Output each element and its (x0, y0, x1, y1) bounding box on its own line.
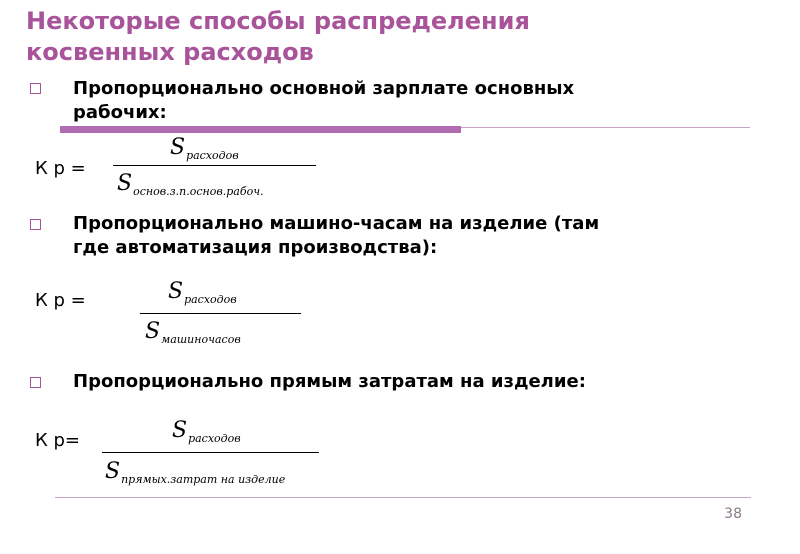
bullet-square-icon (30, 83, 41, 94)
formula-3-num-subscript: расходов (188, 432, 241, 445)
accent-divider-bar (60, 126, 461, 133)
formula-1-den-symbol: S (117, 171, 133, 196)
formula-2-num-subscript: расходов (184, 293, 237, 306)
formula-2-den-symbol: S (145, 319, 161, 344)
formula-1-num-symbol: S (170, 135, 186, 160)
formula-3-den-symbol: S (105, 459, 121, 484)
formula-1-num-subscript: расходов (186, 149, 239, 162)
formula-3-fraction-bar (102, 452, 319, 453)
formula-2-denominator (145, 320, 241, 347)
formula-1-den-subscript: основ.з.п.основ.рабоч. (133, 185, 264, 198)
bullet-2-line-2: где автоматизация производства): (73, 237, 438, 258)
bullet-1-line-1: Пропорционально основной зарплате основных (73, 78, 575, 99)
page-number: 38 (724, 506, 742, 522)
formula-3-lhs: К р= (35, 430, 81, 451)
formula-1-fraction-bar (113, 165, 316, 166)
formula-3-den-subscript: прямых.затрат на изделие (121, 473, 286, 486)
bullet-item-3 (73, 370, 586, 394)
slide-title-line-1: Некоторые способы распределения (26, 7, 530, 35)
bullet-square-icon (30, 219, 41, 230)
formula-2-fraction-bar (140, 313, 301, 314)
bullet-1-line-2: рабочих: (73, 102, 167, 123)
formula-3-denominator (105, 460, 285, 487)
bullet-3-line-1: Пропорционально прямым затратам на изделие: (73, 371, 586, 392)
formula-1-lhs: К р = (35, 158, 86, 179)
slide-title (26, 6, 766, 68)
formula-2-lhs: К р = (35, 290, 86, 311)
bullet-2-line-1: Пропорционально машино-часам на изделие (там (73, 213, 600, 234)
formula-1-numerator (170, 136, 239, 163)
bullet-item-1 (73, 77, 574, 125)
formula-3-numerator (172, 419, 241, 446)
formula-2-numerator (168, 280, 237, 307)
bullet-item-2 (73, 212, 599, 260)
formula-1-denominator (117, 172, 264, 199)
slide-title-line-2: косвенных расходов (26, 38, 314, 66)
formula-2-num-symbol: S (168, 279, 184, 304)
divider-line (461, 127, 750, 128)
formula-3-num-symbol: S (172, 418, 188, 443)
footer-divider-line (55, 497, 751, 498)
formula-2-den-subscript: машиночасов (161, 333, 241, 346)
bullet-square-icon (30, 377, 41, 388)
